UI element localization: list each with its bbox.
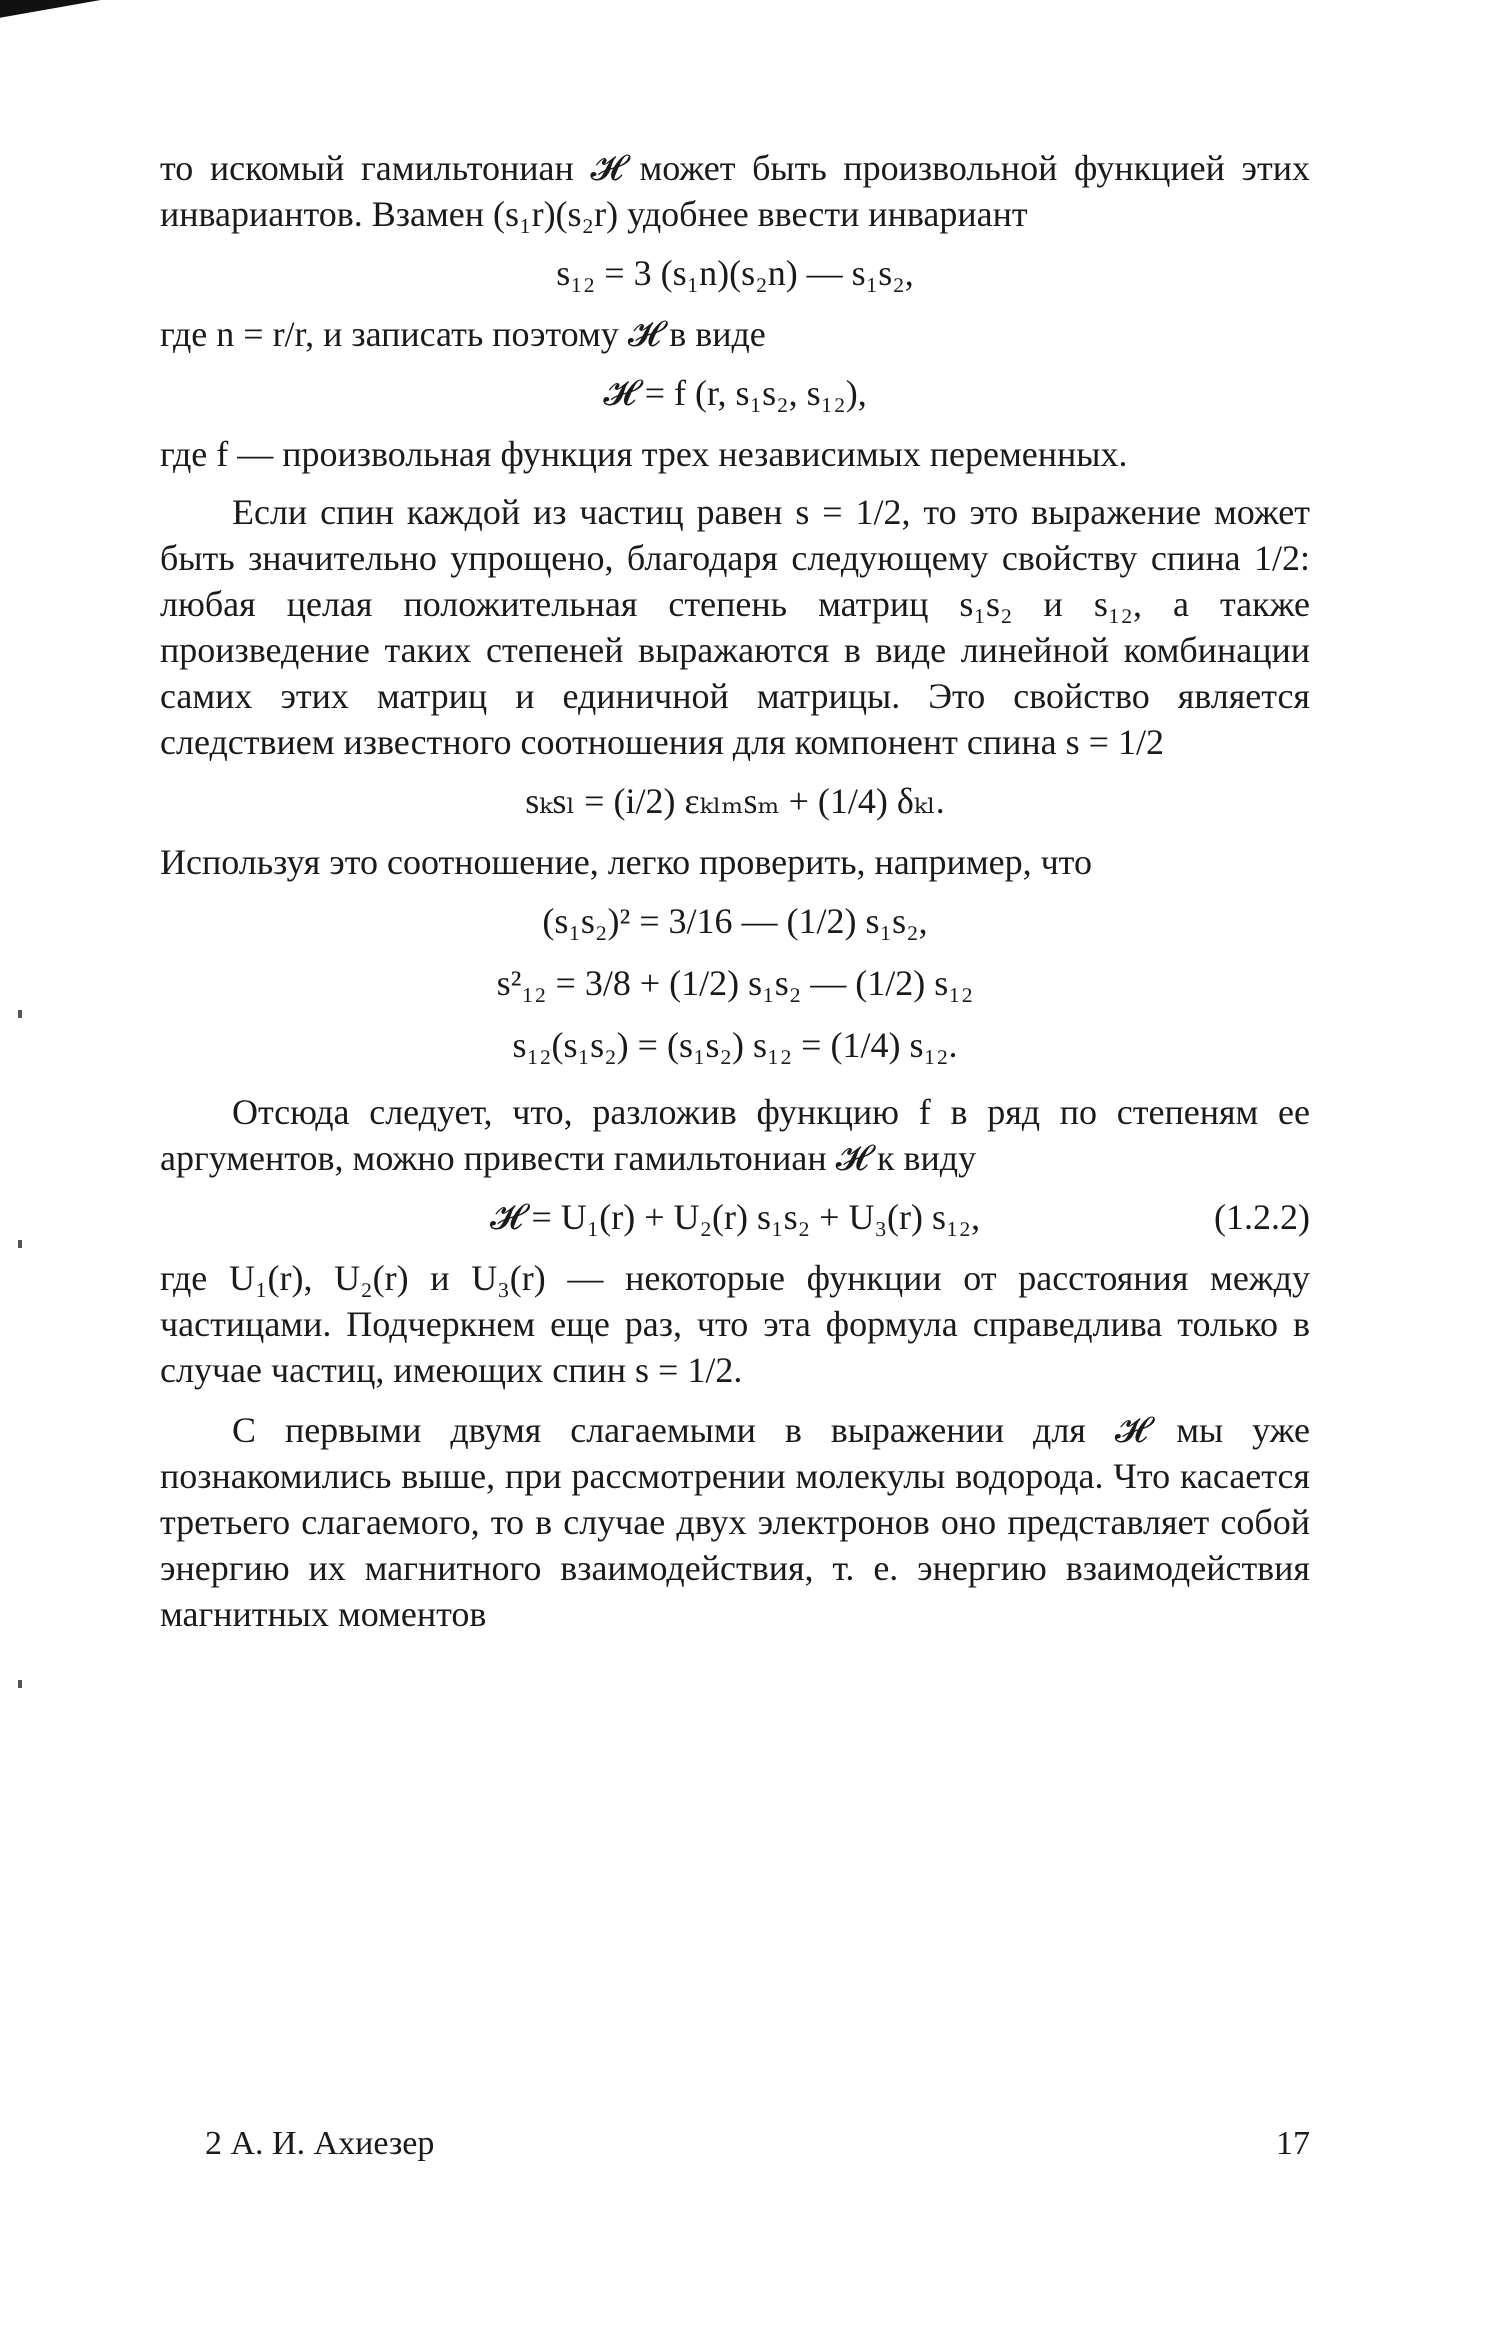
page-number: 17 (1276, 2125, 1310, 2162)
page-footer (205, 2125, 1310, 2163)
footer-signature: 2 А. И. Ахиезер (205, 2125, 435, 2162)
page-body (160, 145, 1310, 1637)
formula-square: (s₁s₂)² = 3/16 — (1/2) s₁s₂, (542, 901, 928, 941)
formula-spin-product: sₖsₗ = (i/2) εₖₗₘsₘ + (1/4) δₖₗ. (525, 781, 945, 821)
margin-tick (18, 1240, 22, 1248)
formula-hamiltonian-reduced-text: 𝓗 = U₁(r) + U₂(r) s₁s₂ + U₃(r) s₁₂, (489, 1197, 981, 1237)
paragraph-8: С первыми двумя слагаемыми в выражении для 𝓗 мы уже познакомились выше, при рассмотрении молекулы водорода. Что касается третьего слагаемого, то в случае двух электронов оно представляет собой энергию их магнитного взаимодействия, т. е. энергию взаимодействия магнитных моментов (160, 1410, 1310, 1634)
formula-s12: s₁₂ = 3 (s₁n)(s₂n) — s₁s₂, (556, 253, 914, 293)
paragraph-1: то искомый гамильтониан 𝓗 может быть произвольной функцией этих инвариантов. Взамен (s₁r)(s₂r) удобнее ввести инвариант (160, 148, 1310, 234)
scan-corner-mark (0, 0, 160, 30)
paragraph-2: где n = r/r, и записать поэтому 𝓗 в виде (160, 314, 766, 354)
equation-number: (1.2.2) (1214, 1197, 1310, 1237)
formula-s12-product: s₁₂(s₁s₂) = (s₁s₂) s₁₂ = (1/4) s₁₂. (512, 1025, 958, 1065)
paragraph-5: Используя это соотношение, легко проверить, например, что (160, 842, 1092, 882)
paragraph-7: где U₁(r), U₂(r) и U₃(r) — некоторые функции от расстояния между частицами. Подчеркнем еще раз, что эта формула справедлива только в случае частиц, имеющих спин s = 1/2. (160, 1258, 1310, 1390)
formula-hamiltonian-reduced (160, 1193, 1310, 1241)
formula-hamiltonian-general: 𝓗 = f (r, s₁s₂, s₁₂), (603, 373, 867, 413)
paragraph-3: где f — произвольная функция трех независимых переменных. (160, 434, 1128, 474)
margin-tick (18, 1010, 22, 1018)
paragraph-4: Если спин каждой из частиц равен s = 1/2, то это выражение может быть значительно упрощено, благодаря следующему свойству спина 1/2: любая целая положительная степень матриц s₁s₂ и s₁₂, а также произведение таких степеней выражаются в виде линейной комбинации самих этих матриц и единичной матрицы. Это свойство является следствием известного соотношения для компонент спина s = 1/2 (160, 492, 1310, 762)
paragraph-6: Отсюда следует, что, разложив функцию f в ряд по степеням ее аргументов, можно привести гамильтониан 𝓗 к виду (160, 1092, 1310, 1178)
formula-s12-square: s²₁₂ = 3/8 + (1/2) s₁s₂ — (1/2) s₁₂ (496, 963, 974, 1003)
margin-tick (18, 1680, 22, 1688)
